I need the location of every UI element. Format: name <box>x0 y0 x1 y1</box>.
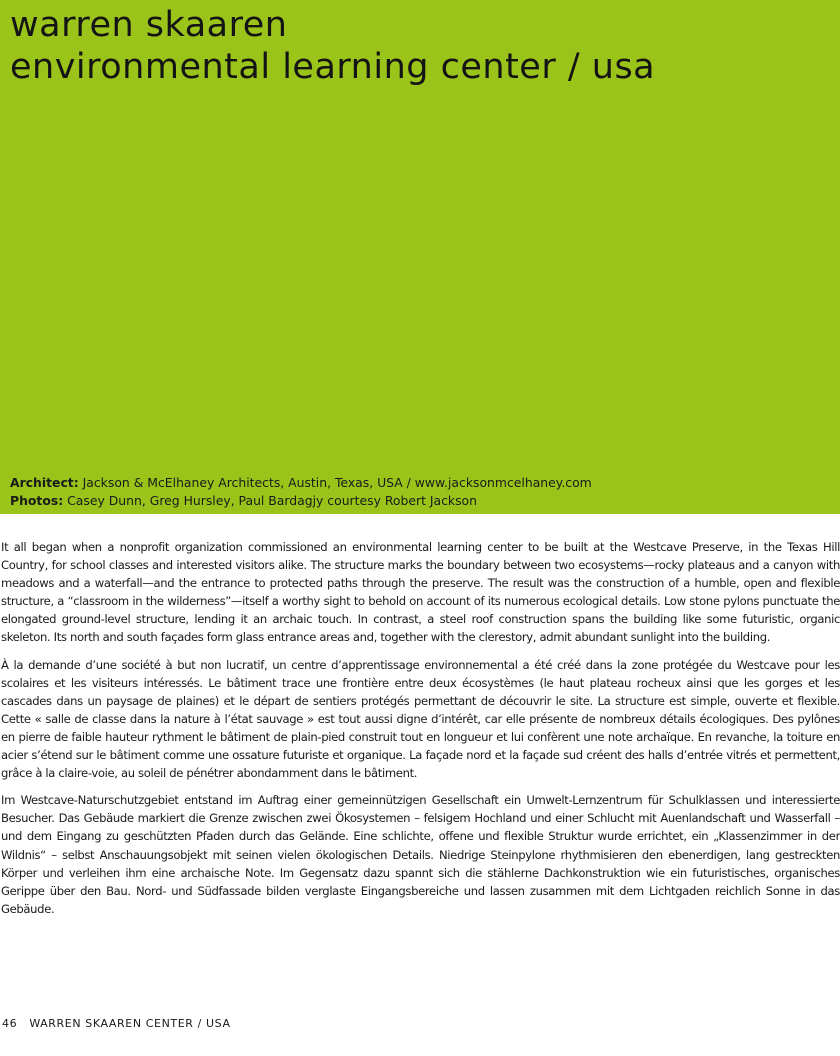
title-line-2: environmental learning center / usa <box>10 47 656 87</box>
architect-value: Jackson & McElhaney Architects, Austin, Texas, USA / www.jacksonmcelhaney.com <box>82 475 592 490</box>
page-footer <box>2 1016 231 1032</box>
architect-label: Architect: <box>10 475 79 490</box>
paragraph-english: It all began when a nonprofit organization commissioned an environmental learning center to be built at the Westcave Preserve, in the Texas Hill Country, for school classes and interested visitors alike. The structure marks the boundary between two ecosystems—rocky plateaus and a canyon with meadows and a waterfall—and the entrance to protected paths through the preserve. The result was the construction of a humble, open and flexible structure, a “classroom in the wilderness”—itself a worthy sight to behold on account of its numerous ecological details. Low stone pylons punctuate the elongated ground-level structure, lending it an archaic touch. In contrast, a steel roof construction spans the building like some futuristic, organic skeleton. Its north and south façades form glass entrance areas and, together with the clerestory, admit abundant sunlight into the building. <box>1 540 840 645</box>
photos-value: Casey Dunn, Greg Hursley, Paul Bardagjy courtesy Robert Jackson <box>67 493 477 508</box>
body-text <box>1 538 840 927</box>
photos-credit <box>10 492 592 510</box>
paragraph-french: À la demande d’une société à but non lucratif, un centre d’apprentissage environnemental a été créé dans la zone protégée du Westcave pour les scolaires et les visiteurs intéressés. Le bâtiment trace une frontière entre deux écosystèmes (le haut plateau rocheux ainsi que les gorges et les cascades dans un paysage de plaines) et le départ de sentiers protégés permettant de découvrir le site. La structure est simple, ouverte et flexible. Cette « salle de classe dans la nature à l’état sauvage » est tout aussi digne d’intérêt, car elle présente de nombreux détails écologiques. Des pylônes en pierre de faible hauteur rythment le bâtiment de plain-pied construit tout en longueur et lui confèrent une note archaïque. En revanche, la toiture en acier s’étend sur le bâtiment comme une ossature futuriste et organique. La façade nord et la façade sud créent des halls d’entrée vitrés et permettent, grâce à la claire-voie, au soleil de pénétrer abondamment dans le bâtiment. <box>1 657 840 781</box>
credits-block <box>10 474 592 510</box>
paragraph-german: Im Westcave-Naturschutzgebiet entstand im Auftrag einer gemeinnützigen Gesellschaft ein Umwelt-Lernzentrum für Schulklassen und interessierte Besucher. Das Gebäude markiert die Grenze zwischen zwei Ökosystemen – felsigem Hochland und einer Schlucht mit Auenlandschaft und Wasserfall – und dem Eingang zu geschützten Pfaden durch das Gelände. Eine schlichte, offene und flexible Struktur wurde errichtet, ein „Klassenzimmer in der Wildnis“ – selbst Anschauungsobjekt mit seinen vielen ökologischen Details. Niedrige Steinpylone rhythmisieren den ebenerdigen, lang gestreckten Körper und verleihen ihm eine archaische Note. Im Gegensatz dazu spannt sich die stählerne Dachkonstruktion wie ein futuristisches, organisches Gerippe über den Bau. Nord- und Südfassade bilden verglaste Eingangsbereiche und lassen zusammen mit dem Lichtgaden reichlich Sonne in das Gebäude. <box>1 793 840 916</box>
page-number: 46 <box>2 1017 18 1030</box>
running-title: WARREN SKAAREN CENTER / USA <box>29 1017 231 1030</box>
page-title <box>10 4 655 88</box>
architect-credit <box>10 474 592 492</box>
hero-banner <box>0 0 840 514</box>
title-line-1: warren skaaren <box>10 5 288 45</box>
photos-label: Photos: <box>10 493 64 508</box>
